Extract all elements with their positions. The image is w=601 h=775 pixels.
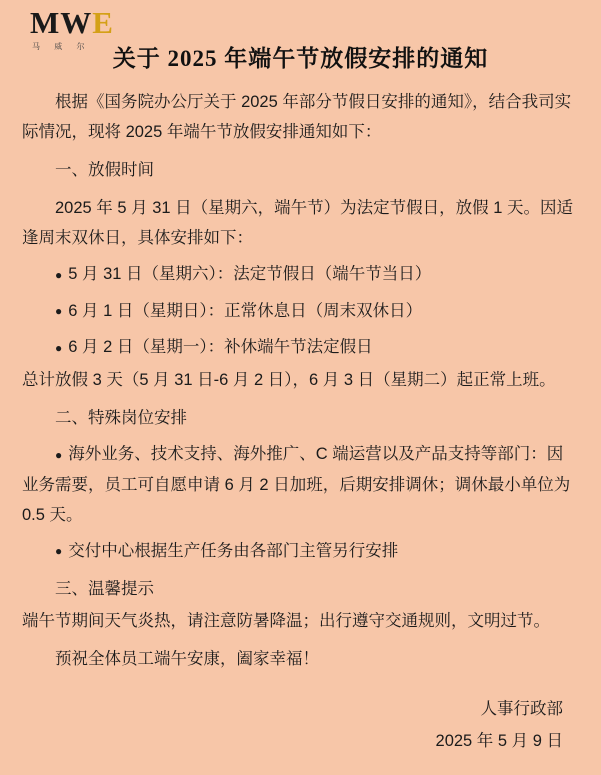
section-2-bullet-1 (22, 439, 579, 530)
bullet-dot-icon: ● (55, 267, 63, 282)
bullet-dot-icon: ● (55, 447, 63, 462)
logo-wordmark-left: MW (30, 5, 93, 40)
section-1-bullet-1 (22, 259, 579, 290)
document-body (22, 87, 579, 674)
logo-subtitle: 马 威 尔 (32, 42, 91, 51)
bullet-dot-icon: ● (55, 340, 63, 355)
section-1-heading: 一、放假时间 (55, 161, 154, 179)
logo-wordmark (30, 6, 140, 40)
intro-paragraph: 根据《国务院办公厅关于 2025 年部分节假日安排的通知》，结合我司实际情况，现将 2025 年端午节放假安排通知如下： (22, 93, 572, 141)
company-logo (30, 6, 140, 56)
page-title: 关于 2025 年端午节放假安排的通知 (112, 46, 489, 71)
section-1-bullet-2 (22, 296, 579, 327)
section-1-paragraph: 2025 年 5 月 31 日（星期六，端午节）为法定节假日，放假 1 天。因适逢周末双休日，具体安排如下： (22, 199, 574, 247)
section-2-bullet-2 (22, 536, 579, 567)
signature-date: 2025 年 5 月 9 日 (435, 732, 563, 750)
section-3-heading: 三、温馨提示 (55, 580, 154, 599)
section-1-bullet-1-text: 5 月 31 日（星期六）：法定节假日（端午节当日） (68, 265, 432, 283)
section-1-summary: 总计放假 3 天（5 月 31 日-6 月 2 日），6 月 3 日（星期二）起正常上班。 (22, 370, 556, 389)
signature-department: 人事行政部 (480, 700, 563, 718)
logo-wordmark-accent: E (92, 5, 114, 40)
signature-block (436, 693, 563, 757)
section-2-bullet-2-text: 交付中心根据生产任务由各部门主管另行安排 (68, 541, 399, 560)
section-3-line-2: 预祝全体员工端午安康，阖家幸福！ (55, 650, 319, 669)
bullet-dot-icon: ● (55, 544, 63, 559)
section-2-heading: 二、特殊岗位安排 (55, 408, 187, 427)
section-3-line-1: 端午节期间天气炎热，请注意防暑降温；出行遵守交通规则，文明过节。 (22, 612, 550, 631)
section-2-bullet-1-text: 海外业务、技术支持、海外推广、C 端运营以及产品支持等部门：因业务需要，员工可自愿申请 6 月 2 日加班，后期安排调休；调休最小单位为 0.5 天。 (22, 444, 571, 524)
section-1-bullet-3-text: 6 月 2 日（星期一）：补休端午节法定假日 (68, 338, 373, 357)
section-1-bullet-2-text: 6 月 1 日（星期日）：正常休息日（周末双休日） (68, 301, 423, 320)
bullet-dot-icon: ● (55, 304, 63, 319)
section-1-bullet-3 (22, 332, 579, 363)
